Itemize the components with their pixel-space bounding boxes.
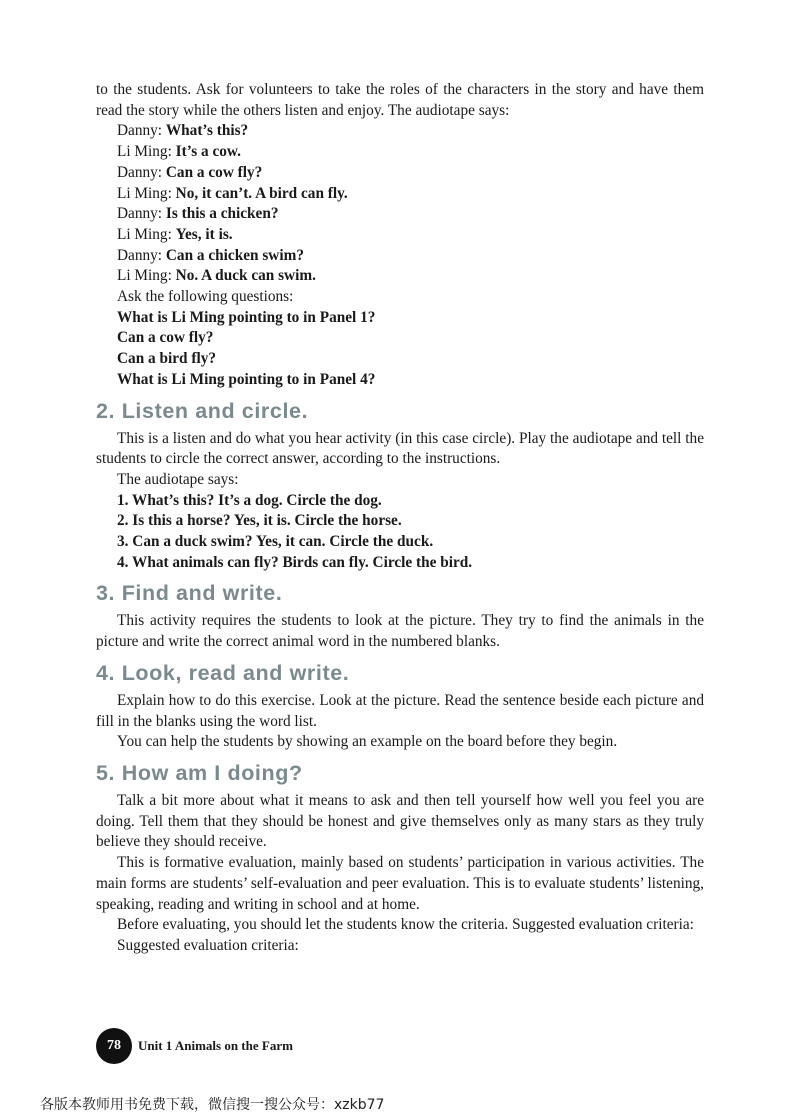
line-text: Can a cow fly?: [165, 163, 263, 181]
section-4-paragraph-2: You can help the students by showing an example on the board before they begin.: [117, 733, 618, 751]
dialogue-line: [96, 246, 704, 267]
section-5-paragraph-2: This is formative evaluation, mainly based on students’ participation in various activities. The main forms are students’ self-evaluation and peer evaluation. This is to evaluate students’ listening, speaking, reading and writing in school and at home.: [96, 854, 704, 913]
dialogue-line: [96, 266, 704, 287]
audio-item: 4. What animals can fly? Birds can fly. Circle the bird.: [117, 553, 473, 571]
section-5-paragraph-3: Before evaluating, you should let the students know the criteria. Suggested evaluation criteria:: [117, 916, 694, 934]
section-heading-look-read-write: 4. Look, read and write.: [96, 660, 350, 685]
line-text: Is this a chicken?: [165, 205, 279, 223]
page-number-badge: 78: [96, 1028, 132, 1064]
speaker: Li Ming:: [117, 267, 172, 285]
speaker: Danny:: [117, 205, 163, 223]
unit-label: Unit 1 Animals on the Farm: [138, 1038, 293, 1053]
speaker: Danny:: [117, 246, 163, 264]
page-content: [96, 80, 704, 957]
ask-questions-text: Ask the following questions:: [117, 288, 294, 306]
question-item: What is Li Ming pointing to in Panel 4?: [117, 370, 376, 388]
dialogue-line: [96, 204, 704, 225]
line-text: What’s this?: [165, 122, 249, 140]
page-footer: [96, 1028, 293, 1064]
intro-paragraph: to the students. Ask for volunteers to take the roles of the characters in the story and have them read the story while the others listen and enjoy. The audiotape says:: [96, 81, 704, 119]
section-4-paragraph-1: Explain how to do this exercise. Look at the picture. Read the sentence beside each picture and fill in the blanks using the word list.: [96, 691, 704, 730]
section-heading-how-am-i-doing: 5. How am I doing?: [96, 760, 303, 785]
dialogue-block: [96, 121, 704, 287]
speaker: Danny:: [117, 163, 163, 181]
line-text: Yes, it is.: [175, 225, 233, 243]
dialogue-line: [96, 184, 704, 205]
question-item: Can a bird fly?: [117, 350, 217, 368]
speaker: Li Ming:: [117, 225, 172, 243]
audio-item: 3. Can a duck swim? Yes, it can. Circle the duck.: [117, 533, 434, 551]
line-text: Can a chicken swim?: [165, 246, 304, 264]
speaker: Danny:: [117, 122, 163, 140]
dialogue-line: [96, 163, 704, 184]
question-item: What is Li Ming pointing to in Panel 1?: [117, 308, 376, 326]
line-text: No, it can’t. A bird can fly.: [175, 184, 348, 202]
line-text: It’s a cow.: [175, 143, 241, 161]
audio-item: 1. What’s this? It’s a dog. Circle the dog.: [117, 491, 382, 509]
audio-item: 2. Is this a horse? Yes, it is. Circle the horse.: [117, 512, 402, 530]
section-heading-listen-circle: 2. Listen and circle.: [96, 398, 309, 423]
question-item: Can a cow fly?: [117, 329, 214, 347]
section-heading-find-write: 3. Find and write.: [96, 581, 283, 606]
dialogue-line: [96, 142, 704, 163]
watermark-text: 各版本教师用书免费下载，微信搜一搜公众号：xzkb77: [40, 1097, 385, 1113]
dialogue-line: [96, 121, 704, 142]
audiotape-says: The audiotape says:: [117, 470, 239, 488]
section-2-paragraph: This is a listen and do what you hear activity (in this case circle). Play the audiotape and tell the students to circle the correct answer, according to the instructions.: [96, 429, 704, 468]
section-5-paragraph-1: Talk a bit more about what it means to ask and then tell yourself how well you feel you are doing. Tell them that they should be honest and give themselves only as many stars as they truly believe they should receive.: [96, 791, 704, 851]
section-5-paragraph-4: Suggested evaluation criteria:: [117, 936, 299, 954]
speaker: Li Ming:: [117, 184, 172, 202]
dialogue-line: [96, 225, 704, 246]
speaker: Li Ming:: [117, 143, 172, 161]
line-text: No. A duck can swim.: [175, 267, 316, 285]
section-3-paragraph: This activity requires the students to look at the picture. They try to find the animals in the picture and write the correct animal word in the numbered blanks.: [96, 612, 704, 651]
